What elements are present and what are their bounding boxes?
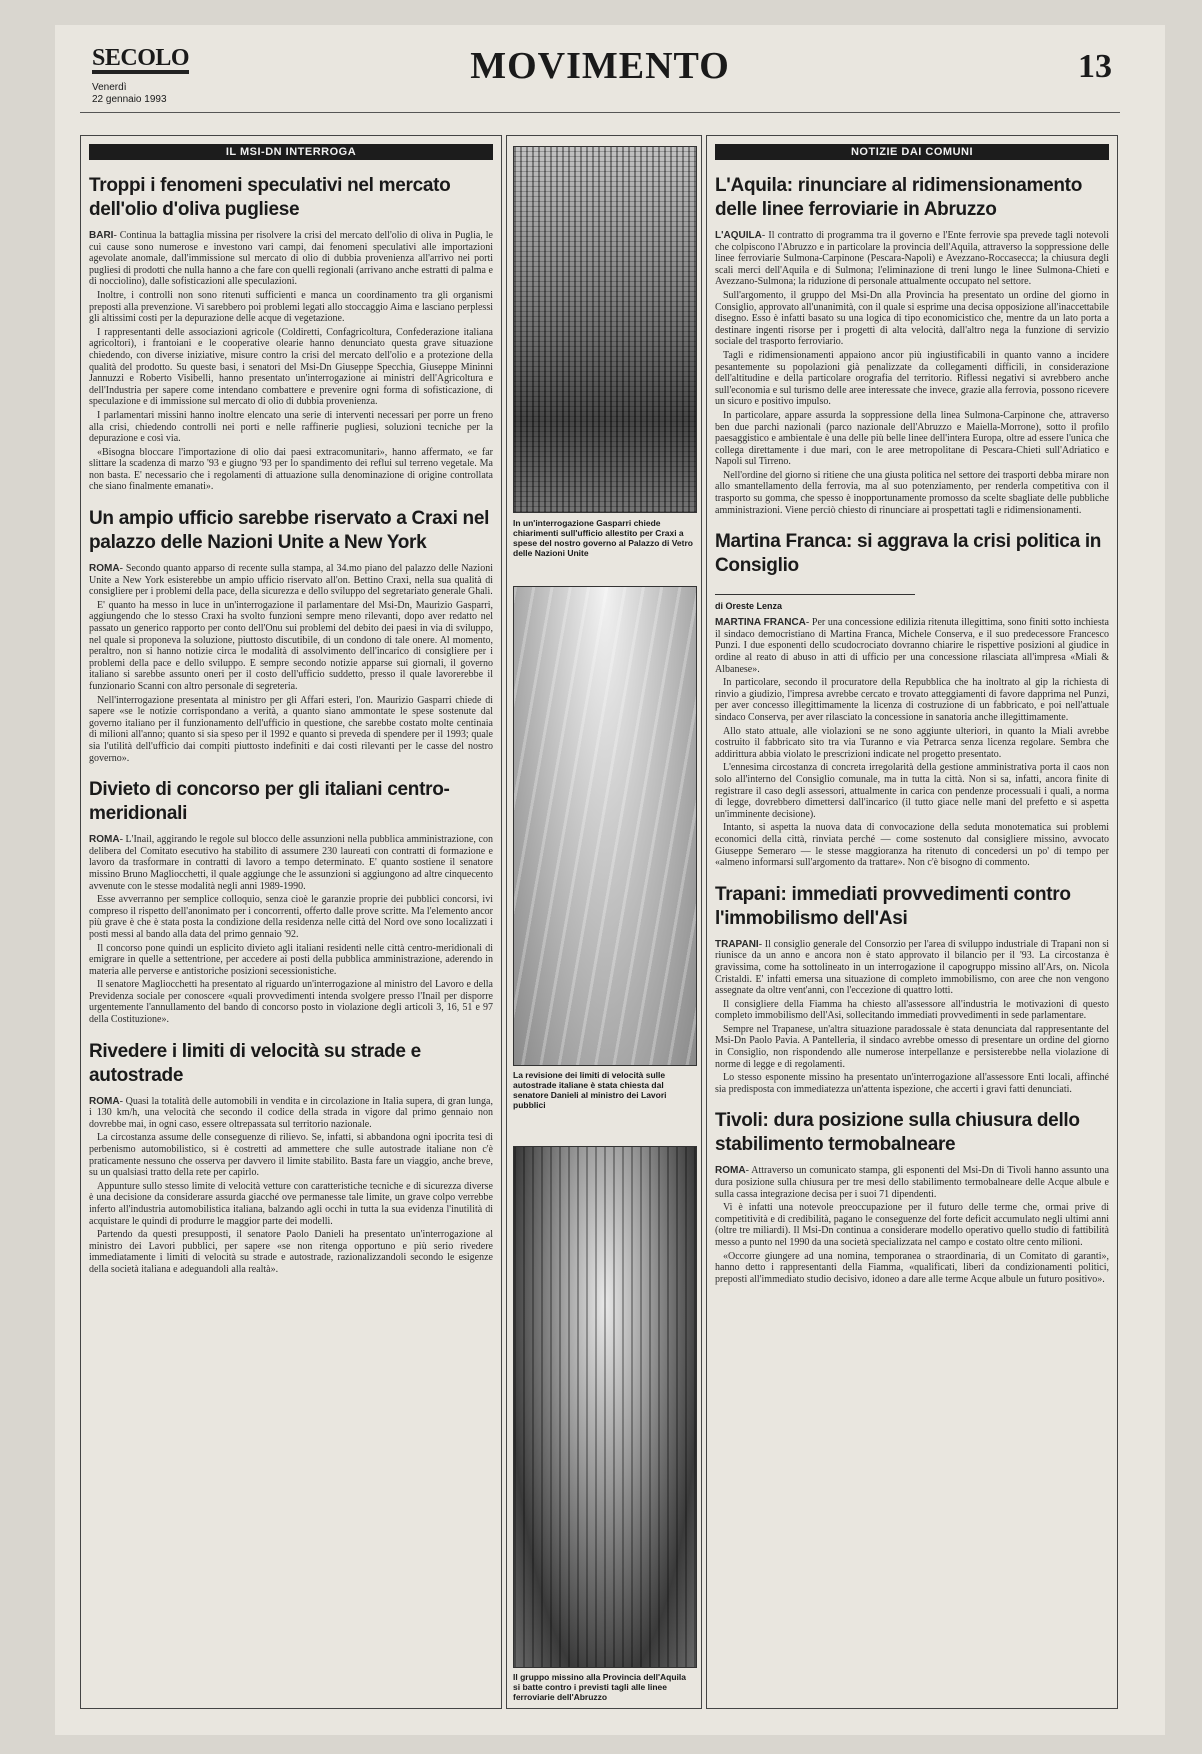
- article-headline: Un ampio ufficio sarebbe riservato a Craxi nel palazzo delle Nazioni Unite a New York: [89, 508, 490, 554]
- byline-rule: [715, 594, 915, 595]
- article-paragraph: I rappresentanti delle associazioni agricole (Coldiretti, Confagricoltura, Confederazione italiana agricoltori), i frantoiani e le cooperative olearie hanno denunciato questa grave situazione chiedendo, con diverse iniziative, misure contro la crisi del mercato dell'olio e a protezione della qualità del prodotto. Su queste basi, i senatori del Msi-Dn Giuseppe Specchia, Giuseppe Mininni Jannuzzi e Roberto Visibelli, hanno presentato un'interrogazione ai ministri dell'Agricoltura e dell'Industria per sapere come intendano combattere e prevenire ogni forma di sofisticazione, di speculazione e di immissione sul mercato di olio di dubbia provenienza.: [89, 326, 493, 408]
- article-body: [89, 230, 493, 493]
- article-paragraph: I parlamentari missini hanno inoltre elencato una serie di interventi necessari per porre un freno alla crisi, chiedendo controlli nei porti e nelle raffinerie pugliesi, soluzioni tecniche per la depurazione e così via.: [89, 409, 493, 445]
- article-paragraph: Sull'argomento, il gruppo del Msi-Dn alla Provincia ha presentato un ordine del giorno in Consiglio, approvato all'unanimità, con il quale si esprime una decisa opposizione all'inaccettabile disegno. Esso è infatti basato su una logica di tipo economicistico che, mentre da un lato porta a destinare ingenti risorse per i progetti di alta velocità, dall'altro nega la funzione di servizio sociale del trasporto ferroviario.: [715, 289, 1109, 348]
- page-number: 13: [1078, 48, 1112, 85]
- article-paragraph: Il senatore Magliocchetti ha presentato al riguardo un'interrogazione al ministro del Lavoro e della Previdenza sociale per conoscere «quali provvedimenti intenda svolgere presso l'Inail per disporre urgentemente l'annullamento del bando di concorso posto in violazione degli articoli 3, 16, 51 e 97 della Costituzione».: [89, 979, 493, 1026]
- article-paragraph: Sempre nel Trapanese, un'altra situazione paradossale è stata denunciata dal rappresentante del Msi-Dn Paolo Pavia. A Pantelleria, il sindaco avrebbe omesso di presentare un ordine del giorno in Consiglio, non rispondendo alle numerose interpellanze e persisterebbe nella violazione di norme di legge e di regolamenti.: [715, 1023, 1109, 1070]
- article-body: [715, 230, 1109, 516]
- article-paragraph: Lo stesso esponente missino ha presentato un'interrogazione all'assessore Enti locali, affinché sia predisposta con immediatezza un'attenta ispezione, che accerti i gravi fatti denunciati.: [715, 1072, 1109, 1095]
- section-title: MOVIMENTO: [470, 45, 730, 87]
- article-paragraph: Il consigliere della Fiamma ha chiesto all'assessore all'industria le motivazioni di questo completo immobilismo dell'Asi, sollecitando immediati provvedimenti in sede parlamentare.: [715, 998, 1109, 1022]
- article-dateline: ROMA: [89, 1095, 120, 1107]
- article-headline: Troppi i fenomeni speculativi nel mercato dell'olio d'oliva pugliese: [89, 175, 451, 220]
- article-body: [89, 1096, 493, 1276]
- section-bar-right: NOTIZIE DAI COMUNI: [715, 144, 1109, 160]
- article-dateline: L'AQUILA: [715, 230, 762, 241]
- article-headline: Divieto di concorso per gli italiani centro-meridionali: [89, 779, 450, 825]
- newspaper-logo: SECOLO: [92, 46, 189, 74]
- middle-column: [506, 135, 702, 1709]
- article-paragraph: [715, 939, 1109, 997]
- masthead-rule: [80, 112, 1120, 113]
- article-paragraph: Allo stato attuale, alle violazioni se ne sono aggiunte ulteriori, in quanto la Miali avrebbe costruito il fabbricato sito tra via Turanno e via Petrarca senza licenza regolare. Sembra che addirittura abbia violato le prescrizioni indicate nel progetto presentato.: [715, 725, 1109, 760]
- section-bar-left: IL MSI-DN INTERROGA: [89, 144, 493, 160]
- article-paragraph: [715, 230, 1109, 288]
- article-dateline: TRAPANI: [715, 938, 759, 950]
- article-body: [89, 563, 493, 764]
- article: [715, 174, 1109, 516]
- article-paragraph: Inoltre, i controlli non sono ritenuti sufficienti e manca un coordinamento tra gli organismi preposti alla prevenzione. Vi sarebbero poi problemi legati allo stoccaggio Aima e lasciano perplessi gli altissimi costi per la depurazione delle acque di vegetazione.: [89, 289, 493, 325]
- article-paragraph: Il concorso pone quindi un esplicito divieto agli italiani residenti nelle città centro-meridionali di emigrare in quelle a settentrione, per accedere ai posti della pubblica amministrazione, aderendo in materia alle perverse e antistoriche posizioni secessionistiche.: [89, 942, 493, 977]
- article-dateline: ROMA: [89, 563, 120, 575]
- issue-full-date: 22 gennaio 1993: [92, 94, 167, 105]
- article-dateline: MARTINA FRANCA: [715, 617, 806, 629]
- article-paragraph: [715, 1165, 1109, 1200]
- article-headline: L'Aquila: rinunciare al ridimensionamento delle linee ferroviarie in Abruzzo: [715, 175, 1083, 220]
- article-paragraph: [89, 834, 493, 892]
- article-dateline: BARI: [89, 230, 114, 241]
- article: [89, 507, 493, 764]
- article: [89, 1040, 493, 1276]
- article-paragraph: Appunture sullo stesso limite di velocità vetture con caratteristiche tecniche e di sicurezza diverse è una decisione da considerare assurda giacché ove permanesse tale limite, un grave colpo verrebbe inferto all'industria automobilistica italiana, balzando agli occhi in tutta la sua evidenza l'inutilità di acquistare le quindi di produrre le maggior parte dei modelli.: [89, 1180, 493, 1227]
- left-column: [80, 135, 502, 1709]
- paragraph-text: - Continua la battaglia missina per risolvere la crisi del mercato dell'olio di oliva in Puglia, le cui cause sono numerose e investono vari campi, dai fenomeni speculativi alle importazioni agevolate anomale, dall'immissione sul mercato di olio di dubbia provenienza all'arrivo nei porti pugliesi di prodotti che nulla hanno a che fare con quelli regionali (arrivano anche estratti di palma e di nocciolino), dalle sofisticazioni alle speculazioni.: [89, 230, 493, 288]
- right-articles: [715, 174, 1109, 1285]
- article-paragraph: [89, 230, 493, 288]
- article-paragraph: Partendo da questi presupposti, il senatore Paolo Danieli ha presentato un'interrogazione al ministro dei Lavori pubblici, per sapere «se non ritenga opportuno e più serio rivedere immediatamente i limiti di velocità su strade e autostrade, razionalizzandoli secondo le esigenze della società italiana e adeguandoli alla realtà».: [89, 1229, 493, 1275]
- photo-caption: La revisione dei limiti di velocità sulle autostrade italiane è stata chiesta dal senatore Danieli al ministro dei Lavori pubblici: [513, 1070, 667, 1110]
- article-headline: Martina Franca: si aggrava la crisi politica in Consiglio: [715, 531, 1102, 577]
- article-headline: Rivedere i limiti di velocità su strade e autostrade: [89, 1040, 421, 1086]
- article-dateline: ROMA: [89, 834, 120, 846]
- photo-caption: Il gruppo missino alla Provincia dell'Aquila si batte contro i previsti tagli alle linee ferroviarie dell'Abruzzo: [513, 1672, 687, 1702]
- paragraph-text: - Il contratto di programma tra il governo e l'Ente ferrovie spa prevede tagli notevoli che colpiscono l'Abruzzo e in particolare la provincia dell'Aquila, attraverso la soppressione delle linee ferroviarie Sulmona-Carpinone (Pescara-Napoli) e Avezzano-Roccasecca; la chiusura degli scali merci dell'Aquila e di Sulmona; l'eliminazione di treni lungo le linee Sulmona-Chieti e Avezzano-Sulmona; la riduzione di personale attualmente occupato nel settore.: [715, 230, 1109, 288]
- paragraph-text: - Attraverso un comunicato stampa, gli esponenti del Msi-Dn di Tivoli hanno assunto una dura posizione sulla chiusura per tre mesi dello stabilimento termobalneare delle Acque albule e sulla cassa integrazione decisa per i suoi 71 dipendenti.: [715, 1165, 1109, 1200]
- paragraph-text: - Il consiglio generale del Consorzio per l'area di sviluppo industriale di Trapani non si riunisce da un anno e ancora non è stato approvato il bilancio per il '93. La circostanza è gravissima, come ha sottolineato in un interrogazione il capogruppo missino all'Ars, on. Nicola Cristaldi. E' infatti emersa una situazione di completo immobilismo, con aree che non vengono assegnate da oltre vent'anni, con l'eccezione di quattro lotti.: [715, 938, 1109, 997]
- article: [715, 883, 1109, 1096]
- article-dateline: ROMA: [715, 1165, 746, 1177]
- article: [715, 530, 1109, 868]
- paragraph-text: - Quasi la totalità delle automobili in vendita e in circolazione in Italia supera, di gran lunga, i 130 km/h, una velocità che secondo il codice della strada in vigore dal primo gennaio non dovrebbe mai, in ogni caso, essere oltrepassata sul territorio nazionale.: [89, 1095, 493, 1130]
- article-paragraph: In particolare, secondo il procuratore della Repubblica che ha inoltrato al gip la richiesta di rinvio a giudizio, l'impresa avrebbe cercato e trovato atteggiamenti di favore dapprima nel Punzi, per aver concesso illegittimamente la licenza di costruzione di un fabbricato, e poi nell'attuale sindaco Conserva, per aver rilasciato la concessione in sanatoria anche illegittimamente.: [715, 677, 1109, 723]
- photo-railway-station: [513, 1146, 697, 1668]
- article-paragraph: Esse avverranno per semplice colloquio, senza cioè le garanzie proprie dei pubblici concorsi, ivi compreso il rispetto dell'anonimato per i concorrenti, offerto dalle prove scritte. Ma l'elemento ancor più grave è che è stata posta la condizione della residenza nelle città del Nord ove sono localizzati i posti messi al bando alla data del primo gennaio '92.: [89, 894, 493, 940]
- article-paragraph: Vi è infatti una notevole preoccupazione per il futuro delle terme che, ormai prive di competitività e di credibilità, pagano le conseguenze del forte deficit accumulato negli ultimi anni (oltre tre miliardi). Il Msi-Dn continua a considerare modello operativo quello studio di fattibilità messo a punto nel 1990 da una società specializzata nel campo e costato oltre cento milioni.: [715, 1202, 1109, 1248]
- paragraph-text: - Per una concessione edilizia ritenuta illegittima, sono finiti sotto inchiesta il sindaco democristiano di Martina Franca, Michele Conserva, e il suo predecessore Francesco Punzi. I due esponenti dello scudocrociato dovranno chiarire le rispettive posizioni al giudice in ordine al reato di abuso in atti di ufficio per una concessione rilasciata all'impresa «Miali & Albanese».: [715, 617, 1109, 675]
- article-paragraph: «Occorre giungere ad una nomina, temporanea o straordinaria, di un Comitato di garanti», hanno detto i rappresentanti della Fiamma, «qualificati, liberi da condizionamenti politici, preposti all'immediato studio decisivo, idoneo a dare alle terme Acque albule un futuro positivo».: [715, 1250, 1109, 1285]
- article-paragraph: L'ennesima circostanza di concreta irregolarità della gestione amministrativa porta il caos non solo all'interno del Consiglio comunale, ma in tutta la città. Non si sa, infatti, ancora finite di registrare il caso degli assessori, attualmente in carica con pendenze processuali i quali, a norma di legge, dovrebbero dimettersi dall'incarico (il tutto giace nelle mani del prefetto e si aspetta un'imminente decisione).: [715, 762, 1109, 820]
- article-body: [89, 834, 493, 1026]
- left-articles: [89, 174, 493, 1276]
- article-headline: Trapani: immediati provvedimenti contro l'immobilismo dell'Asi: [715, 883, 1071, 929]
- paragraph-text: - L'Inail, aggirando le regole sul blocco delle assunzioni nella pubblica amministrazione, con delibera del Comitato esecutivo ha stabilito di assumere 230 laureati con contratti di formazione e lavoro da trasformare in contratti di lavoro a tempo determinato. E' quanto sostiene il senatore missino Bruno Magliocchetti, il quale aggiunge che le assunzioni si aggiungono ad altre cinquecento avvenute con le stesse modalità negli anni 1989-1990.: [89, 834, 493, 892]
- article-body: [715, 617, 1109, 868]
- article: [89, 174, 493, 493]
- photo-caption: In un'interrogazione Gasparri chiede chiarimenti sull'ufficio allestito per Craxi a spese del nostro governo al Palazzo di Vetro delle Nazioni Unite: [513, 518, 693, 558]
- article-paragraph: [89, 563, 493, 598]
- article-headline: Tivoli: dura posizione sulla chiusura dello stabilimento termobalneare: [715, 1110, 1080, 1156]
- photo-highway: [513, 586, 697, 1066]
- article: [89, 778, 493, 1026]
- issue-day: Venerdì: [92, 82, 127, 93]
- photo-un-building: [513, 146, 697, 513]
- article-paragraph: E' quanto ha messo in luce in un'interrogazione il parlamentare del Msi-Dn, Maurizio Gasparri, aggiungendo che lo stesso Craxi ha svolto funzioni sempre meno rilevanti, dopo aver redatto nel passato un generico rapporto per conto dell'Onu sui problemi del debito dei paesi in via di sviluppo, nel quale si proponeva la soluzione, piuttosto discutibile, di un condono di tale onere. Al momento, peraltro, non si hanno notizie circa le modalità di assolvimento dell'incarico di consigliere per i problemi della pace e dello sviluppo. E sempre secondo notizie apparse sui giornali, il governo italiano si sarebbe assunto oneri per il costo dell'ufficio suddetto, presso il quale lavorerebbe il funzionario Scanni con altro personale di segreteria.: [89, 599, 493, 692]
- article-paragraph: Tagli e ridimensionamenti appaiono ancor più ingiustificabili in quanto vanno a incidere pesantemente su popolazioni già penalizzate da collegamenti difficili, in considerazione dell'altitudine e della particolare orografia del territorio. Riflessi negativi si avrebbero anche sull'economia e sul turismo delle aree interessate che invece, grazie alla ferrovia, possono ricevere un sicuro e positivo impulso.: [715, 349, 1109, 408]
- right-column: [706, 135, 1118, 1709]
- article-paragraph: La circostanza assume delle conseguenze di rilievo. Se, infatti, si abbandona ogni ipocrita tesi di perbenismo automobilistico, si è costretti ad ammettere che sulle autostrade italiane non c'è praticamente nessuno che osserva per davvero il limite stabilito. Basta fare un viaggio, anche breve, su un qualsiasi tratto della rete per capirlo.: [89, 1132, 493, 1179]
- article-paragraph: [715, 617, 1109, 675]
- article-paragraph: Nell'ordine del giorno si ritiene che una giusta politica nel settore dei trasporti debba mirare non allo smantellamento della ferrovia, ma al suo potenziamento, per renderla competitiva con il trasporto su gomma, che spesso è inopportunamente promosso da scelte sbagliate delle pubbliche amministrazioni. Viene perciò chiesto di rinunciare ai prospettati tagli e ridimensionamenti.: [715, 469, 1109, 516]
- article-paragraph: [89, 1096, 493, 1131]
- article-paragraph: In particolare, appare assurda la soppressione della linea Sulmona-Carpinone che, attraverso ben due parchi nazionali (parco nazionale dell'Abruzzo e Maiella-Morrone), sotto il profilo paesaggistico e ambientale è una delle più belle linee dell'intera Europa, oltre ad essere l'unica che collega direttamente i due mari, con le aree metropolitane di Pescara-Chieti sull'Adriatico e Napoli sul Tirreno.: [715, 409, 1109, 468]
- article-body: [715, 939, 1109, 1096]
- article: [715, 1109, 1109, 1285]
- article-paragraph: «Bisogna bloccare l'importazione di olio dai paesi extracomunitari», hanno affermato, «e far slittare la scadenza di marzo '93 e giugno '93 per lo spandimento dei reflui sul terreno vegetale. Ma non basta. E' necessario che i regolamenti di attuazione sulla denominazione di origine controllata che siano finalmente emanati».: [89, 446, 493, 493]
- article-paragraph: Nell'interrogazione presentata al ministro per gli Affari esteri, l'on. Maurizio Gasparri chiede di sapere «se le notizie corrispondano a verità, a quanto siano ammontate le spese sostenute dal governo italiano per il funzionamento dell'ufficio in questione, che sarebbe costato molte centinaia di milioni all'anno; quanto si sia speso per il 1992 e quanto si preveda di spendere per il 1993; quale sia l'utilità dell'ufficio dai compiti piuttosto indefiniti e dai costi rilevanti per le casse del nostro governo».: [89, 694, 493, 764]
- article-body: [715, 1165, 1109, 1285]
- paragraph-text: - Secondo quanto apparso di recente sulla stampa, al 34.mo piano del palazzo delle Nazioni Unite a New York esisterebbe un ampio ufficio riservato all'on. Bettino Craxi, nella sua qualità di consigliere per i problemi della pace, della sicurezza e dello sviluppo del segretariato generale Ghali.: [89, 563, 493, 598]
- article-paragraph: Intanto, si aspetta la nuova data di convocazione della seduta monotematica sui problemi economici della città, rinviata perché — come sostenuto dal consigliere missino, avvocato Giuseppe Semeraro — le stesse maggioranza ha ritenuto di concedersi un po' di tempo per «almeno informarsi sull'argomento da trattare». Non c'è bisogno di commento.: [715, 822, 1109, 869]
- article-byline: di Oreste Lenza: [715, 601, 783, 612]
- issue-date: [92, 82, 167, 106]
